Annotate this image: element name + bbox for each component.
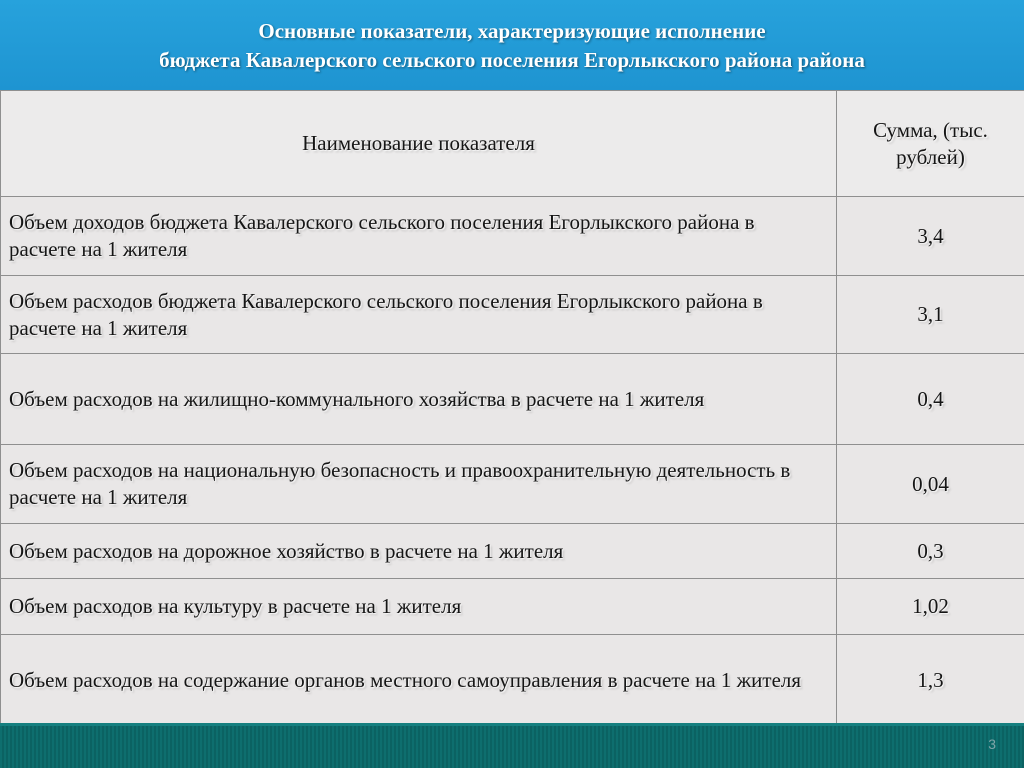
- indicator-value: 3,1: [837, 276, 1024, 354]
- slide-footer: [0, 723, 1024, 768]
- indicator-name: Объем расходов на дорожное хозяйство в расчете на 1 жителя: [1, 524, 837, 579]
- indicator-value: 0,3: [837, 524, 1024, 579]
- table-row: [1, 276, 1024, 354]
- table-row: [1, 354, 1024, 445]
- indicators-table-container: [0, 90, 1024, 723]
- slide-title-line-1: Основные показатели, характеризующие исполнение: [258, 19, 766, 43]
- indicator-name: Объем расходов на культуру в расчете на 1 жителя: [1, 579, 837, 635]
- indicator-name: Объем расходов на жилищно-коммунального хозяйства в расчете на 1 жителя: [1, 354, 837, 445]
- column-header-sum: Сумма, (тыс. рублей): [837, 91, 1024, 197]
- indicator-name: Объем доходов бюджета Кавалерского сельского поселения Егорлыкского района в расчете на 1 жителя: [1, 197, 837, 276]
- table-row: [1, 197, 1024, 276]
- indicator-name: Объем расходов на национальную безопасность и правоохранительную деятельность в расчете на 1 жителя: [1, 445, 837, 524]
- column-header-name: Наименование показателя: [1, 91, 837, 197]
- slide-title: [0, 0, 1024, 90]
- indicator-value: 1,02: [837, 579, 1024, 635]
- table-row: [1, 445, 1024, 524]
- table-row: [1, 579, 1024, 635]
- indicator-value: 1,3: [837, 635, 1024, 726]
- indicator-value: 3,4: [837, 197, 1024, 276]
- indicators-table: [0, 90, 1024, 726]
- table-header-row: [1, 91, 1024, 197]
- indicator-value: 0,4: [837, 354, 1024, 445]
- indicator-name: Объем расходов бюджета Кавалерского сельского поселения Егорлыкского района в расчете на 1 жителя: [1, 276, 837, 354]
- table-row: [1, 524, 1024, 579]
- indicator-value: 0,04: [837, 445, 1024, 524]
- slide-title-line-2: бюджета Кавалерского сельского поселения Егорлыкского района района: [159, 48, 865, 72]
- indicator-name: Объем расходов на содержание органов местного самоуправления в расчете на 1 жителя: [1, 635, 837, 726]
- table-row: [1, 635, 1024, 726]
- page-number: 3: [988, 736, 996, 752]
